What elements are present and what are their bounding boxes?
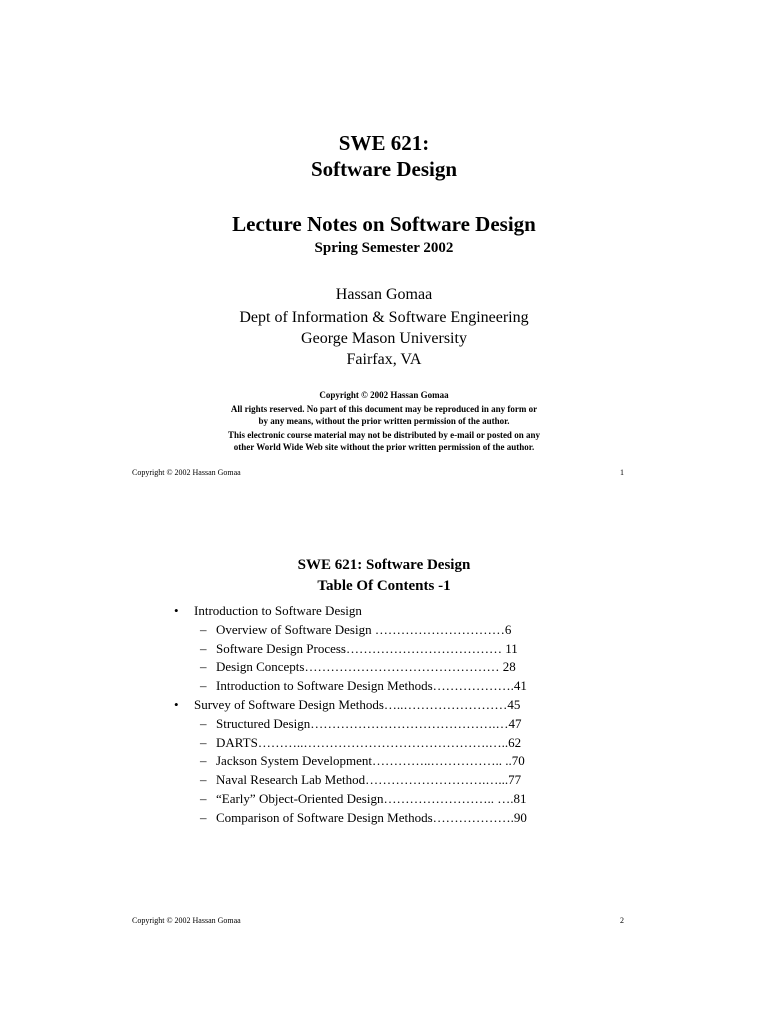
toc-page (0, 512, 768, 1024)
city: Fairfax, VA (346, 351, 422, 368)
toc-entry-text: Comparison of Software Design Methods……………….90 (216, 809, 527, 825)
course-name: Software Design (310, 157, 457, 181)
toc-entry-text: DARTS………..…………………………………….…..62 (216, 734, 522, 750)
dash-icon: – (200, 753, 207, 769)
toc-subsection (172, 677, 592, 696)
dash-icon: – (200, 715, 207, 731)
toc-entry-text: Survey of Software Design Methods…..……………………45 (194, 696, 521, 712)
toc-section (172, 696, 592, 715)
toc-entry-text: Jackson System Development…………..…………….. ..70 (216, 753, 525, 769)
toc-entry-text: Software Design Process……………………………… 11 (216, 640, 518, 656)
dash-icon: – (200, 772, 207, 788)
dash-icon: – (200, 659, 207, 675)
dash-icon: – (200, 809, 207, 825)
copyright-notice-line: This electronic course material may not be distributed by e-mail or posted on any (228, 430, 540, 440)
department: Dept of Information & Software Engineering (239, 309, 529, 326)
toc-subsection (172, 771, 592, 790)
dash-icon: – (200, 621, 207, 637)
toc-entry-text: Introduction to Software Design (194, 603, 362, 618)
toc-subsection (172, 809, 592, 828)
toc-section (172, 602, 592, 621)
copyright-notice-line: All rights reserved. No part of this document may be reproduced in any form or (230, 404, 538, 414)
toc-subsection (172, 752, 592, 771)
toc-entry-text: Naval Research Lab Method……………………….…...77 (216, 772, 522, 788)
copyright-notice-line: by any means, without the prior written permission of the author. (258, 416, 510, 426)
toc-subsection (172, 640, 592, 659)
table-of-contents (172, 602, 592, 828)
copyright-notice-line: Copyright © 2002 Hassan Gomaa (319, 390, 449, 400)
toc-subsection (172, 734, 592, 753)
toc-page-title: SWE 621: Software Design (297, 557, 471, 573)
dash-icon: – (200, 640, 207, 656)
copyright-notice-line: other World Wide Web site without the prior written permission of the author. (233, 442, 535, 452)
toc-heading: Table Of Contents -1 (317, 578, 451, 594)
author-name: Hassan Gomaa (335, 286, 433, 303)
dash-icon: – (200, 734, 207, 750)
toc-subsection (172, 621, 592, 640)
toc-subsection (172, 790, 592, 809)
toc-subsection (172, 715, 592, 734)
toc-entry-text: “Early” Object-Oriented Design…………………….. ….81 (216, 790, 527, 806)
toc-entry-text: Introduction to Software Design Methods……………….41 (216, 678, 527, 694)
footer-copyright: Copyright © 2002 Hassan Gomaa (132, 468, 241, 477)
footer-copyright: Copyright © 2002 Hassan Gomaa (132, 916, 241, 925)
dash-icon: – (200, 678, 207, 694)
toc-subsection (172, 658, 592, 677)
page-number: 2 (620, 916, 624, 925)
toc-entry-text: Structured Design…………………………………….…47 (216, 715, 522, 731)
toc-entry-text: Overview of Software Design …………………………6 (216, 621, 512, 637)
course-code: SWE 621: (338, 131, 430, 155)
bullet-icon: • (174, 696, 179, 712)
lecture-title: Lecture Notes on Software Design (232, 212, 536, 236)
page-number: 1 (620, 468, 624, 477)
bullet-icon: • (174, 603, 179, 618)
semester: Spring Semester 2002 (314, 240, 454, 256)
toc-entry-text: Design Concepts……………………………………… 28 (216, 659, 516, 675)
dash-icon: – (200, 790, 207, 806)
university: George Mason University (301, 330, 467, 347)
